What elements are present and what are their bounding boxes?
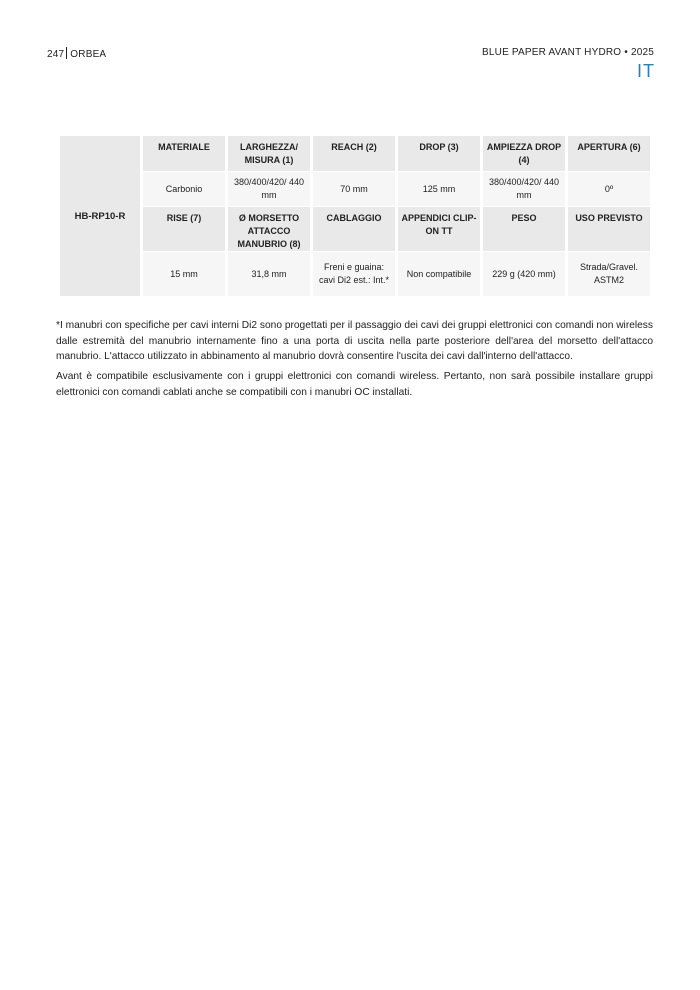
header-cell: MATERIALE (143, 136, 225, 171)
document-title: BLUE PAPER AVANT HYDRO • 2025 (482, 47, 654, 58)
value-cell: Freni e guaina: cavi Di2 est.: Int.* (313, 252, 395, 296)
header-cell: DROP (3) (398, 136, 480, 171)
value-cell: 70 mm (313, 172, 395, 206)
header-cell: PESO (483, 207, 565, 251)
header-cell: LARGHEZZA/ MISURA (1) (228, 136, 310, 171)
header-divider (66, 47, 67, 59)
spec-table (57, 135, 653, 297)
header-cell: RISE (7) (143, 207, 225, 251)
header-cell: REACH (2) (313, 136, 395, 171)
value-cell: Non compatibile (398, 252, 480, 296)
page-header-left (47, 47, 106, 60)
value-cell: 380/400/420/ 440 mm (483, 172, 565, 206)
header-cell: USO PREVISTO (568, 207, 650, 251)
value-cell: 125 mm (398, 172, 480, 206)
language-label: IT (637, 61, 655, 81)
value-cell: Carbonio (143, 172, 225, 206)
compatibility-note: Avant è compatibile esclusivamente con i gruppi elettronici con comandi wireless. Pertanto, non sarà possibile installare gruppi elettronici con comandi cablati anche se compatibili con i manubri OC installati. (56, 371, 653, 398)
header-cell: APPENDICI CLIP-ON TT (398, 207, 480, 251)
header-cell: CABLAGGIO (313, 207, 395, 251)
header-cell: AMPIEZZA DROP (4) (483, 136, 565, 171)
value-cell: Strada/Gravel. ASTM2 (568, 252, 650, 296)
value-cell: 15 mm (143, 252, 225, 296)
value-cell: 31,8 mm (228, 252, 310, 296)
value-cell: 229 g (420 mm) (483, 252, 565, 296)
value-cell: 380/400/420/ 440 mm (228, 172, 310, 206)
value-cell: 0º (568, 172, 650, 206)
header-cell: APERTURA (6) (568, 136, 650, 171)
page-number: 247 (47, 49, 65, 60)
footnote-internal-cables: *I manubri con specifiche per cavi interni Di2 sono progettati per il passaggio dei cavi dei gruppi elettronici con comandi non wireless dalle estremità del manubrio internamente fino a una porta di uscita nella parte posteriore dell'area del morsetto dell'attacco manubrio. L'attacco utilizzato in abbinamento al manubrio dovrà consentire l'uscita dei cavi dall'interno dell'attacco. (56, 320, 653, 362)
brand-name: ORBEA (70, 49, 107, 60)
header-cell: Ø MORSETTO ATTACCO MANUBRIO (8) (228, 207, 310, 251)
model-cell: HB-RP10-R (60, 136, 140, 296)
